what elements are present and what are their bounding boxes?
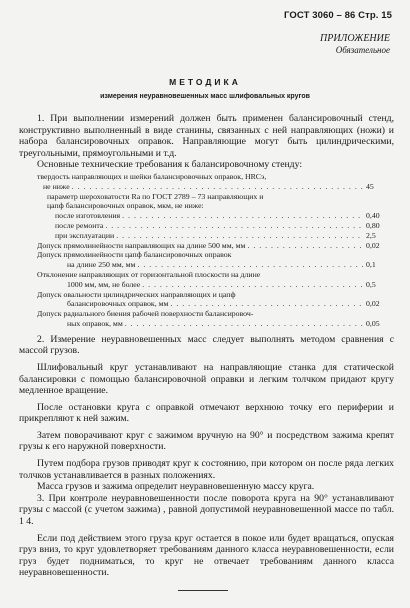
leader-dots (116, 231, 364, 241)
req-in-service-row (37, 231, 394, 241)
method-title: МЕТОДИКА (169, 77, 241, 87)
req-straight2-label-1: Допуск прямолинейности цапф балансировочных оправок (37, 250, 232, 260)
req-hardness-row (37, 182, 394, 192)
document-body (19, 113, 394, 579)
req-in-service-value: 2,5 (366, 230, 376, 240)
req-horiz-value: 0,5 (366, 279, 376, 289)
req-straight-value: 0,02 (366, 240, 380, 250)
appendix-subtitle: Обязательное (335, 45, 390, 55)
paragraph-9: 3. При контроле неуравновешенности после поворота круга на 90° устанавливают грузы с массой (с учетом зажима) , равной допустимой неуравновешенной массе по табл. 1 4. (19, 492, 394, 528)
req-after-manuf-value: 0,40 (366, 211, 380, 221)
req-roughness-label-1: параметр шероховатости Ra по ГОСТ 2789 – 73 направляющих и (47, 191, 264, 201)
leader-dots (125, 319, 364, 329)
leader-dots (72, 182, 364, 192)
req-after-repair-value: 0,80 (366, 220, 380, 230)
leader-dots (137, 260, 364, 270)
leader-dots (142, 280, 364, 290)
req-oval-label-2: балансировочных оправок, мм (67, 299, 169, 309)
paragraph-6: Затем поворачивают круг с зажимом вручную на 90° и посредством зажима крепят грузы к его наружной поверхности. (19, 429, 394, 453)
req-straight-row (37, 241, 394, 251)
paragraph-7: Путем подбора грузов приводят круг к состоянию, при котором он после ряда легких толчков устанавливается в разных положениях. (19, 458, 394, 481)
paragraph-2: Основные технические требования к балансировочному стенду: (37, 159, 303, 171)
leader-dots (105, 221, 364, 231)
paragraph-1: 1. При выполнении измерений должен быть применен балансировочный стенд, конструктивно выполненный в виде станины, связанных с ней направляющих (ножи) и набора балансировочных оправок. Направляющие могут быть цилиндрическими, треугольными, прямоугольными и т.д. (19, 113, 394, 159)
req-after-manuf: после изготовления (55, 211, 121, 221)
leader-dots (122, 211, 364, 221)
page-header: ГОСТ 3060 – 86 Стр. 15 (284, 10, 392, 21)
req-straight2-row (37, 260, 394, 270)
req-runout-label-1: Допуск радиального биения рабочей поверхности балансировоч- (37, 309, 254, 319)
paragraph-3: 2. Измерение неуравновешенных масс следует выполнять методом сравнения с массой грузов. (19, 333, 394, 357)
requirements-list (37, 172, 394, 329)
req-after-repair-row (37, 221, 394, 231)
paragraph-5: После остановки круга с оправкой отмечают верхнюю точку его периферии и прикрепляют к ней зажим. (19, 401, 394, 425)
footer-divider (178, 590, 228, 591)
appendix-block (320, 33, 390, 55)
req-after-repair: после ремонта (55, 220, 104, 230)
appendix-title: ПРИЛОЖЕНИЕ (320, 33, 390, 44)
req-hardness-value: 45 (366, 181, 374, 191)
req-runout-value: 0,05 (366, 318, 380, 328)
req-straight2-value: 0,1 (366, 260, 376, 270)
req-runout-row (37, 319, 394, 329)
req-horiz-row (37, 280, 394, 290)
req-oval-value: 0,02 (366, 299, 380, 309)
req-hardness-not-less: не ниже (43, 181, 70, 191)
paragraph-4: Шлифовальный круг устанавливают на направляющие станка для статической балансировки с помощью балансировочной оправки и легким толчком придают кругу медленное вращение. (19, 361, 394, 397)
req-in-service: при эксплуатации (55, 230, 115, 240)
leader-dots (170, 299, 364, 309)
req-horiz-label-2: 1000 мм, мм, не более (67, 279, 141, 289)
req-straight-label: Допуск прямолинейности направляющих на длине 500 мм, мм (37, 240, 246, 250)
leader-dots (247, 241, 364, 251)
req-hardness-label: твердость направляющих и шейки балансировочных оправок, HRCэ, (37, 171, 267, 181)
paragraph-8: Масса грузов и зажима определит неуравновешенную массу круга. (37, 481, 315, 493)
req-roughness-label-2: цапф балансировочных оправок, мкм, не ниже: (47, 201, 204, 211)
req-oval-label-1: Допуск овальности цилиндрических направляющих и цапф (37, 289, 236, 299)
req-runout-label-2: ных оправок, мм (67, 318, 123, 328)
req-horiz-label-1: Отклонение направляющих от горизонтальной плоскости на длине (37, 269, 261, 279)
req-after-manuf-row (37, 211, 394, 221)
req-straight2-label-2: на длине 250 мм, мм (67, 260, 136, 270)
paragraph-10: Если под действием этого груза круг остается в покое или будет вращаться, опуская груз вниз, то круг удовлетворяет требованиям данного класса неуравновешенности, если груз будет подниматься, то круг не отвечает требованиям данного класса неуравновешенности. (19, 532, 394, 579)
method-subtitle: измерения неуравновешенных масс шлифовальных кругов (100, 93, 310, 100)
req-oval-row (37, 299, 394, 309)
